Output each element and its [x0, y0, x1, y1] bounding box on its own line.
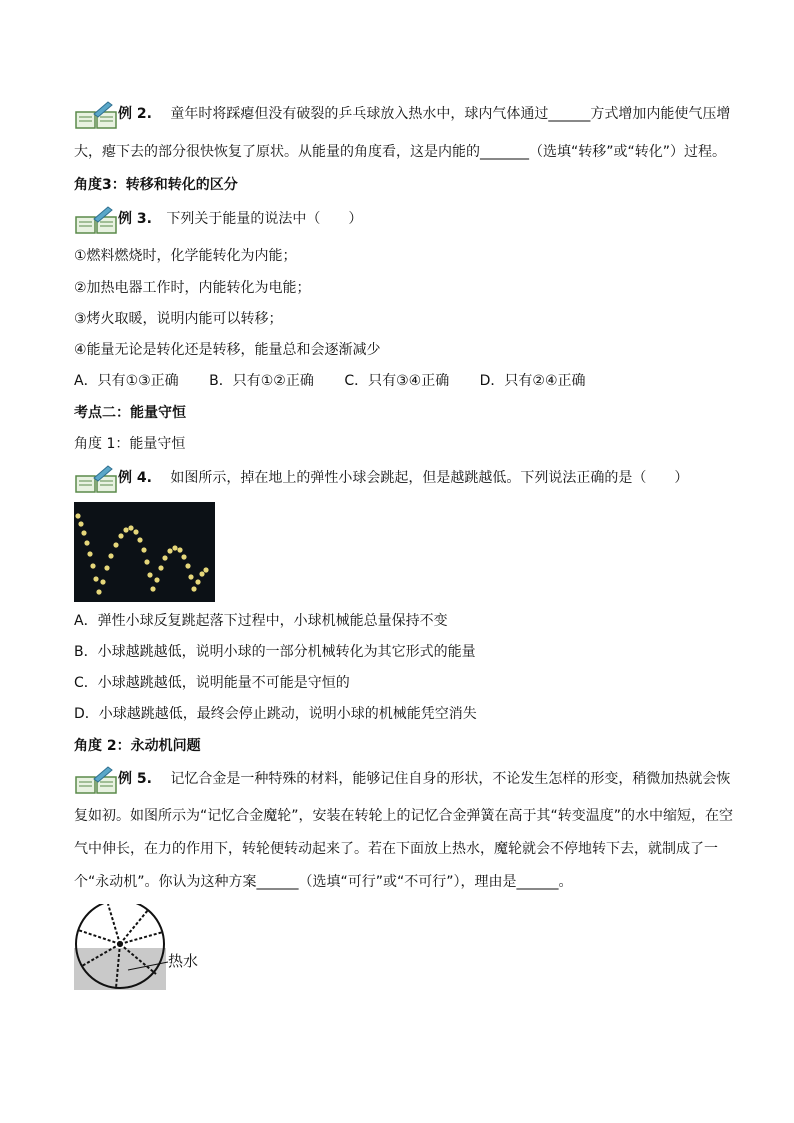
- example-5-text-1: 记忆合金是一种特殊的材料，能够记住自身的形状，不论发生怎样的形变，稍微加热就会恢: [170, 771, 731, 787]
- example-3-label: 例 3.: [118, 211, 152, 227]
- section-angle-1-heading: 角度 1：能量守恒: [74, 436, 186, 452]
- example-4-label: 例 4.: [118, 470, 152, 486]
- example-2-line-2: 大，瘪下去的部分很快恢复了原状。从能量的角度看，这是内能的_______（选填“转移”或“转化”）过程。: [74, 144, 727, 160]
- example-4-question: 如图所示，掉在地上的弹性小球会跳起，但是越跳越低。下列说法正确的是（ ）: [170, 470, 689, 486]
- example-3-statement-1: ①燃料燃烧时，化学能转化为内能；: [74, 248, 297, 264]
- example-2-text-1: 童年时将踩瘪但没有破裂的乒乓球放入热水中，球内气体通过______方式增加内能使气压增: [170, 106, 731, 122]
- section-point-2-heading: 考点二：能量守恒: [74, 405, 186, 421]
- example-5-line-2: 复如初。如图所示为“记忆合金魔轮”，安装在转轮上的记忆合金弹簧在高于其“转变温度”的水中缩短，在空: [74, 808, 734, 824]
- example-3-option-c: C．只有③④正确: [344, 373, 450, 389]
- example-3-options: [74, 371, 612, 391]
- example-5-line-1: [118, 769, 730, 789]
- book-pen-icon: [74, 765, 118, 795]
- book-pen-icon: [74, 205, 118, 235]
- memory-alloy-wheel-figure: [72, 904, 232, 996]
- example-4-option-c: C．小球越跳越低，说明能量不可能是守恒的: [74, 675, 350, 691]
- wheel-diagram: [72, 904, 232, 996]
- example-4-question-line: [118, 468, 688, 488]
- bouncing-ball-trail: [74, 502, 215, 602]
- example-3-question-line: [118, 209, 362, 229]
- example-4-option-a: A．弹性小球反复跳起落下过程中，小球机械能总量保持不变: [74, 613, 448, 629]
- example-3-question: 下列关于能量的说法中（ ）: [166, 211, 363, 227]
- example-2-label: 例 2.: [118, 106, 152, 122]
- example-3-option-b: B．只有①②正确: [209, 373, 314, 389]
- bouncing-ball-photo: [74, 502, 215, 602]
- example-4-option-d: D．小球越跳越低，最终会停止跳动，说明小球的机械能凭空消失: [74, 706, 477, 722]
- example-3-option-d: D．只有②④正确: [479, 373, 586, 389]
- book-pen-icon: [74, 464, 118, 494]
- example-5-line-4: 个“永动机”。你认为这种方案______（选填“可行”或“不可行”），理由是______。: [74, 874, 573, 890]
- book-pen-icon: [74, 100, 118, 130]
- example-5-line-3: 气中伸长，在力的作用下，转轮便转动起来了。若在下面放上热水，魔轮就会不停地转下去，就制成了一: [74, 841, 718, 857]
- example-3-statement-3: ③烤火取暖，说明内能可以转移；: [74, 311, 283, 327]
- section-angle-3-heading: 角度3：转移和转化的区分: [74, 177, 238, 193]
- hot-water-label: 热水: [168, 952, 199, 970]
- example-3-statement-2: ②加热电器工作时，内能转化为电能；: [74, 280, 311, 296]
- example-5-label: 例 5.: [118, 771, 152, 787]
- example-2-line-1: [118, 104, 730, 124]
- example-3-option-a: A．只有①③正确: [74, 373, 179, 389]
- example-4-option-b: B．小球越跳越低，说明小球的一部分机械转化为其它形式的能量: [74, 644, 476, 660]
- section-angle-2-heading: 角度 2：永动机问题: [74, 738, 201, 754]
- example-3-statement-4: ④能量无论是转化还是转移，能量总和会逐渐减少: [74, 342, 381, 358]
